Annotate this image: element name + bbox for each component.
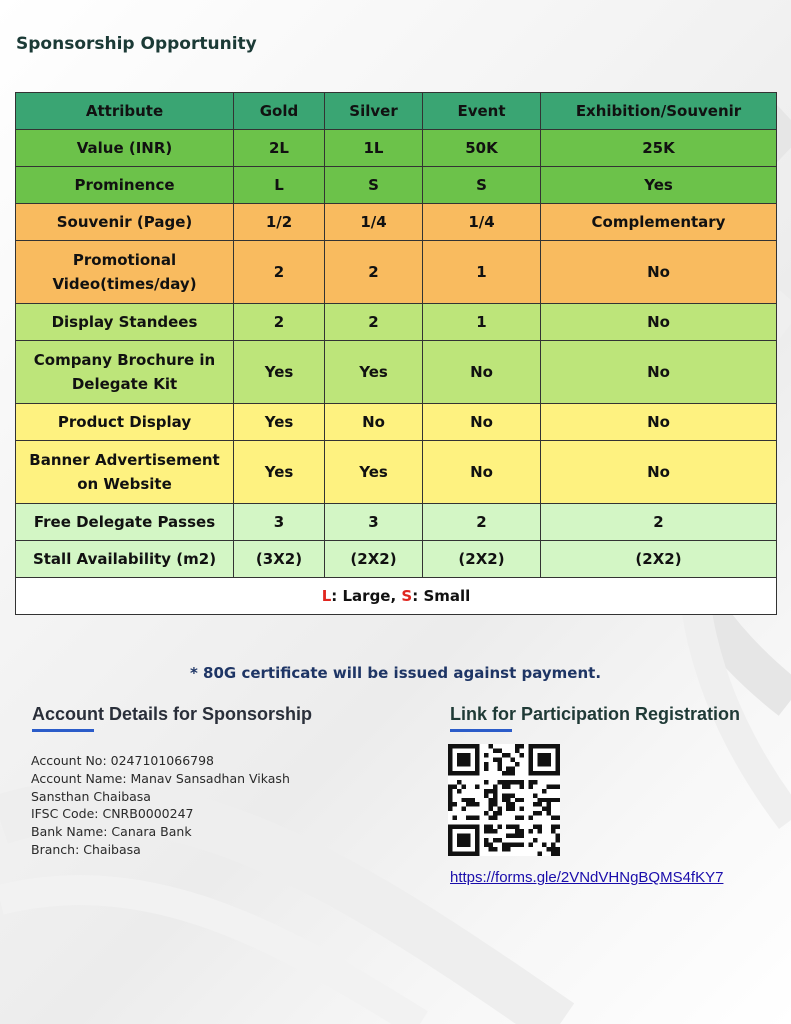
column-header: Silver: [325, 93, 423, 130]
table-cell: No: [541, 241, 777, 304]
row-label: Prominence: [16, 167, 234, 204]
table-cell: 1/2: [234, 204, 325, 241]
table-row: [16, 541, 777, 578]
column-header: Gold: [234, 93, 325, 130]
table-cell: 2: [325, 304, 423, 341]
row-label: Stall Availability (m2): [16, 541, 234, 578]
column-header: Event: [423, 93, 541, 130]
account-heading-underline: [32, 729, 94, 732]
table-cell: Complementary: [541, 204, 777, 241]
table-cell: 2: [234, 241, 325, 304]
table-cell: 2: [423, 504, 541, 541]
table-cell: No: [541, 341, 777, 404]
table-row: [16, 341, 777, 404]
registration-heading-underline: [450, 729, 512, 732]
table-cell: Yes: [325, 341, 423, 404]
legend-key-large: L: [321, 587, 332, 605]
row-label: Product Display: [16, 404, 234, 441]
table-cell: 1: [423, 304, 541, 341]
registration-link[interactable]: https://forms.gle/2VNdVHNgBQMS4fKY7: [450, 869, 724, 886]
table-cell: 1/4: [325, 204, 423, 241]
table-cell: No: [541, 304, 777, 341]
legend-row: [16, 578, 777, 615]
table-cell: (3X2): [234, 541, 325, 578]
row-label: Display Standees: [16, 304, 234, 341]
account-heading: Account Details for Sponsorship: [32, 704, 313, 724]
account-line: Bank Name: Canara Bank: [31, 824, 192, 840]
qr-code-icon[interactable]: [448, 744, 560, 856]
legend-text-large: : Large,: [331, 587, 402, 605]
table-row: [16, 441, 777, 504]
account-line: Sansthan Chaibasa: [31, 788, 151, 804]
table-cell: No: [325, 404, 423, 441]
account-line: Branch: Chaibasa: [31, 841, 141, 857]
column-header: Exhibition/Souvenir: [541, 93, 777, 130]
table-cell: No: [423, 404, 541, 441]
table-cell: 25K: [541, 130, 777, 167]
row-label: Souvenir (Page): [16, 204, 234, 241]
row-label: Promotional Video(times/day): [16, 241, 234, 304]
table-cell: Yes: [234, 341, 325, 404]
table-row: [16, 204, 777, 241]
table-header-row: [16, 93, 777, 130]
row-label: Value (INR): [16, 130, 234, 167]
sponsorship-table: [15, 92, 777, 615]
table-cell: 2: [541, 504, 777, 541]
table-cell: 1L: [325, 130, 423, 167]
table-cell: (2X2): [541, 541, 777, 578]
table-cell: 2: [325, 241, 423, 304]
certificate-note: * 80G certificate will be issued against payment.: [189, 664, 602, 682]
table-row: [16, 304, 777, 341]
table-cell: (2X2): [423, 541, 541, 578]
table-cell: No: [423, 441, 541, 504]
legend: [16, 578, 777, 615]
registration-heading: Link for Participation Registration: [450, 704, 741, 724]
table-row: [16, 504, 777, 541]
legend-key-small: S: [401, 587, 413, 605]
table-cell: 2: [234, 304, 325, 341]
table-cell: Yes: [325, 441, 423, 504]
row-label: Company Brochure in Delegate Kit: [16, 341, 234, 404]
row-label: Free Delegate Passes: [16, 504, 234, 541]
table-cell: No: [541, 404, 777, 441]
table-cell: Yes: [234, 441, 325, 504]
table-cell: No: [423, 341, 541, 404]
table-row: [16, 241, 777, 304]
table-row: [16, 167, 777, 204]
table-cell: L: [234, 167, 325, 204]
table-cell: 1: [423, 241, 541, 304]
table-cell: S: [423, 167, 541, 204]
table-cell: 3: [234, 504, 325, 541]
table-cell: S: [325, 167, 423, 204]
table-row: [16, 404, 777, 441]
table-cell: 50K: [423, 130, 541, 167]
table-cell: Yes: [541, 167, 777, 204]
account-line: Account No: 0247101066798: [31, 753, 215, 768]
table-cell: No: [541, 441, 777, 504]
table-row: [16, 130, 777, 167]
table-cell: 2L: [234, 130, 325, 167]
row-label: Banner Advertisement on Website: [16, 441, 234, 504]
table-cell: 3: [325, 504, 423, 541]
table-cell: 1/4: [423, 204, 541, 241]
column-header: Attribute: [16, 93, 234, 130]
legend-text-small: : Small: [412, 587, 471, 605]
account-details: [31, 752, 290, 859]
page-title: Sponsorship Opportunity: [16, 34, 257, 54]
table-cell: (2X2): [325, 541, 423, 578]
table-cell: Yes: [234, 404, 325, 441]
account-line: Account Name: Manav Sansadhan Vikash: [31, 770, 290, 786]
account-line: IFSC Code: CNRB0000247: [31, 806, 194, 822]
